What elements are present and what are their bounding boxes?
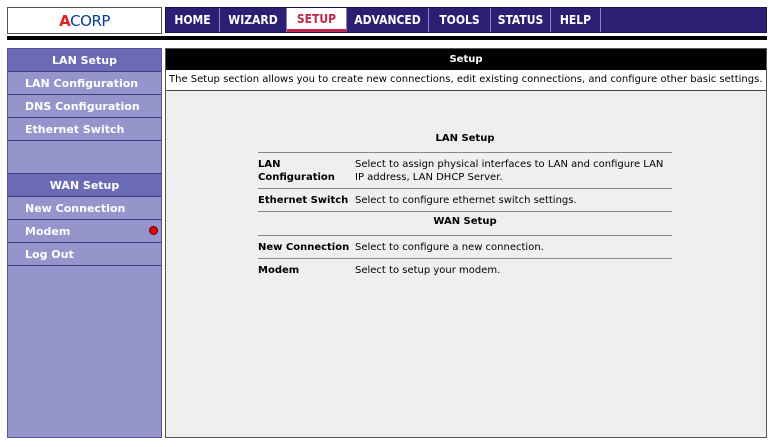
table-row [258, 259, 672, 281]
sidebar-item-dns-configuration[interactable]: DNS Configuration [8, 95, 161, 118]
row-description: Select to setup your modem. [355, 265, 501, 276]
sidebar-spacer [8, 141, 161, 174]
setup-links-table [258, 129, 672, 281]
link-new-connection[interactable]: New Connection [258, 242, 350, 253]
main-panel [165, 48, 767, 438]
logo [7, 7, 162, 34]
logo-text [59, 12, 110, 30]
sidebar-item-new-connection[interactable]: New Connection [8, 197, 161, 220]
top-navigation [165, 7, 767, 33]
header-gap [7, 40, 767, 46]
sidebar-item-label: Modem [25, 224, 71, 238]
table-row [258, 153, 672, 189]
link-modem[interactable]: Modem [258, 265, 300, 276]
link-ethernet-switch[interactable]: Ethernet Switch [258, 195, 349, 206]
row-description: Select to configure ethernet switch settings. [355, 195, 577, 206]
logo-wordmark: CORP [70, 11, 110, 30]
row-description: Select to configure a new connection. [355, 242, 544, 253]
tab-status[interactable]: STATUS [491, 8, 551, 32]
table-row [258, 189, 672, 212]
section-title-lan: LAN Setup [258, 129, 672, 153]
tab-tools[interactable]: TOOLS [429, 8, 491, 32]
sidebar-item-log-out[interactable]: Log Out [8, 243, 161, 266]
tab-help[interactable]: HELP [551, 8, 601, 32]
tab-setup[interactable]: SETUP [287, 8, 347, 32]
sidebar-item-modem[interactable] [8, 220, 161, 243]
sidebar-header-lan: LAN Setup [8, 49, 161, 72]
alert-dot-icon [149, 226, 158, 235]
sidebar-item-ethernet-switch[interactable]: Ethernet Switch [8, 118, 161, 141]
link-lan-configuration[interactable]: LAN Configuration [258, 159, 335, 183]
intro-text: The Setup section allows you to create new connections, edit existing connections, and configure other basic settings. [166, 70, 766, 91]
row-description: Select to assign physical interfaces to LAN and configure LAN IP address, LAN DHCP Server. [355, 159, 664, 183]
section-title-wan: WAN Setup [258, 212, 672, 236]
tab-home[interactable]: HOME [166, 8, 220, 32]
sidebar-header-wan: WAN Setup [8, 174, 161, 197]
table-row [258, 236, 672, 259]
tab-wizard[interactable]: WIZARD [220, 8, 287, 32]
logo-mark: A [59, 11, 71, 30]
page-title: Setup [166, 49, 766, 70]
tab-advanced[interactable]: ADVANCED [347, 8, 429, 32]
sidebar-item-lan-configuration[interactable]: LAN Configuration [8, 72, 161, 95]
sidebar [7, 48, 162, 438]
